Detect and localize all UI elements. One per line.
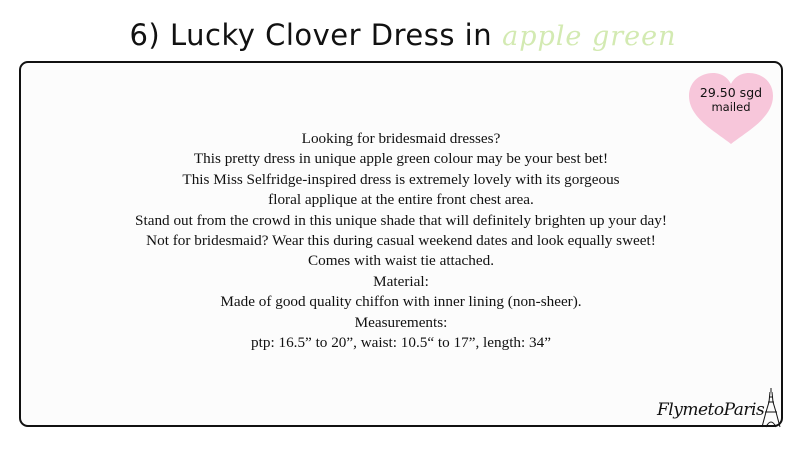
description-line: Stand out from the crowd in this unique shade that will definitely brighten up your day!	[135, 211, 667, 229]
product-description	[21, 129, 781, 353]
description-line: Measurements:	[354, 313, 448, 331]
eiffel-tower-icon	[761, 388, 781, 428]
title-main-text: 6) Lucky Clover Dress in	[129, 18, 493, 52]
description-line: ptp: 16.5” to 20”, waist: 10.5“ to 17”, length: 34”	[251, 334, 551, 352]
description-line: floral applique at the entire front chest area.	[268, 191, 534, 209]
description-line: This Miss Selfridge-inspired dress is extremely lovely with its gorgeous	[182, 170, 620, 188]
product-card	[19, 61, 783, 427]
brand-name: FlymetoParis	[657, 400, 765, 420]
price-note: mailed	[711, 100, 751, 114]
description-line: Material:	[373, 272, 429, 290]
description-line: This pretty dress in unique apple green colour may be your best bet!	[193, 150, 609, 168]
brand-logo	[657, 388, 782, 428]
description-line: Not for bridesmaid? Wear this during casual weekend dates and look equally sweet!	[146, 232, 656, 250]
title-accent-text: apple green	[502, 21, 677, 52]
description-line: Looking for bridesmaid dresses?	[301, 130, 501, 147]
description-line: Comes with waist tie attached.	[307, 252, 494, 270]
price-amount: 29.50 sgd	[699, 85, 763, 100]
page-title	[0, 18, 806, 52]
description-line: Made of good quality chiffon with inner lining (non-sheer).	[220, 293, 582, 311]
